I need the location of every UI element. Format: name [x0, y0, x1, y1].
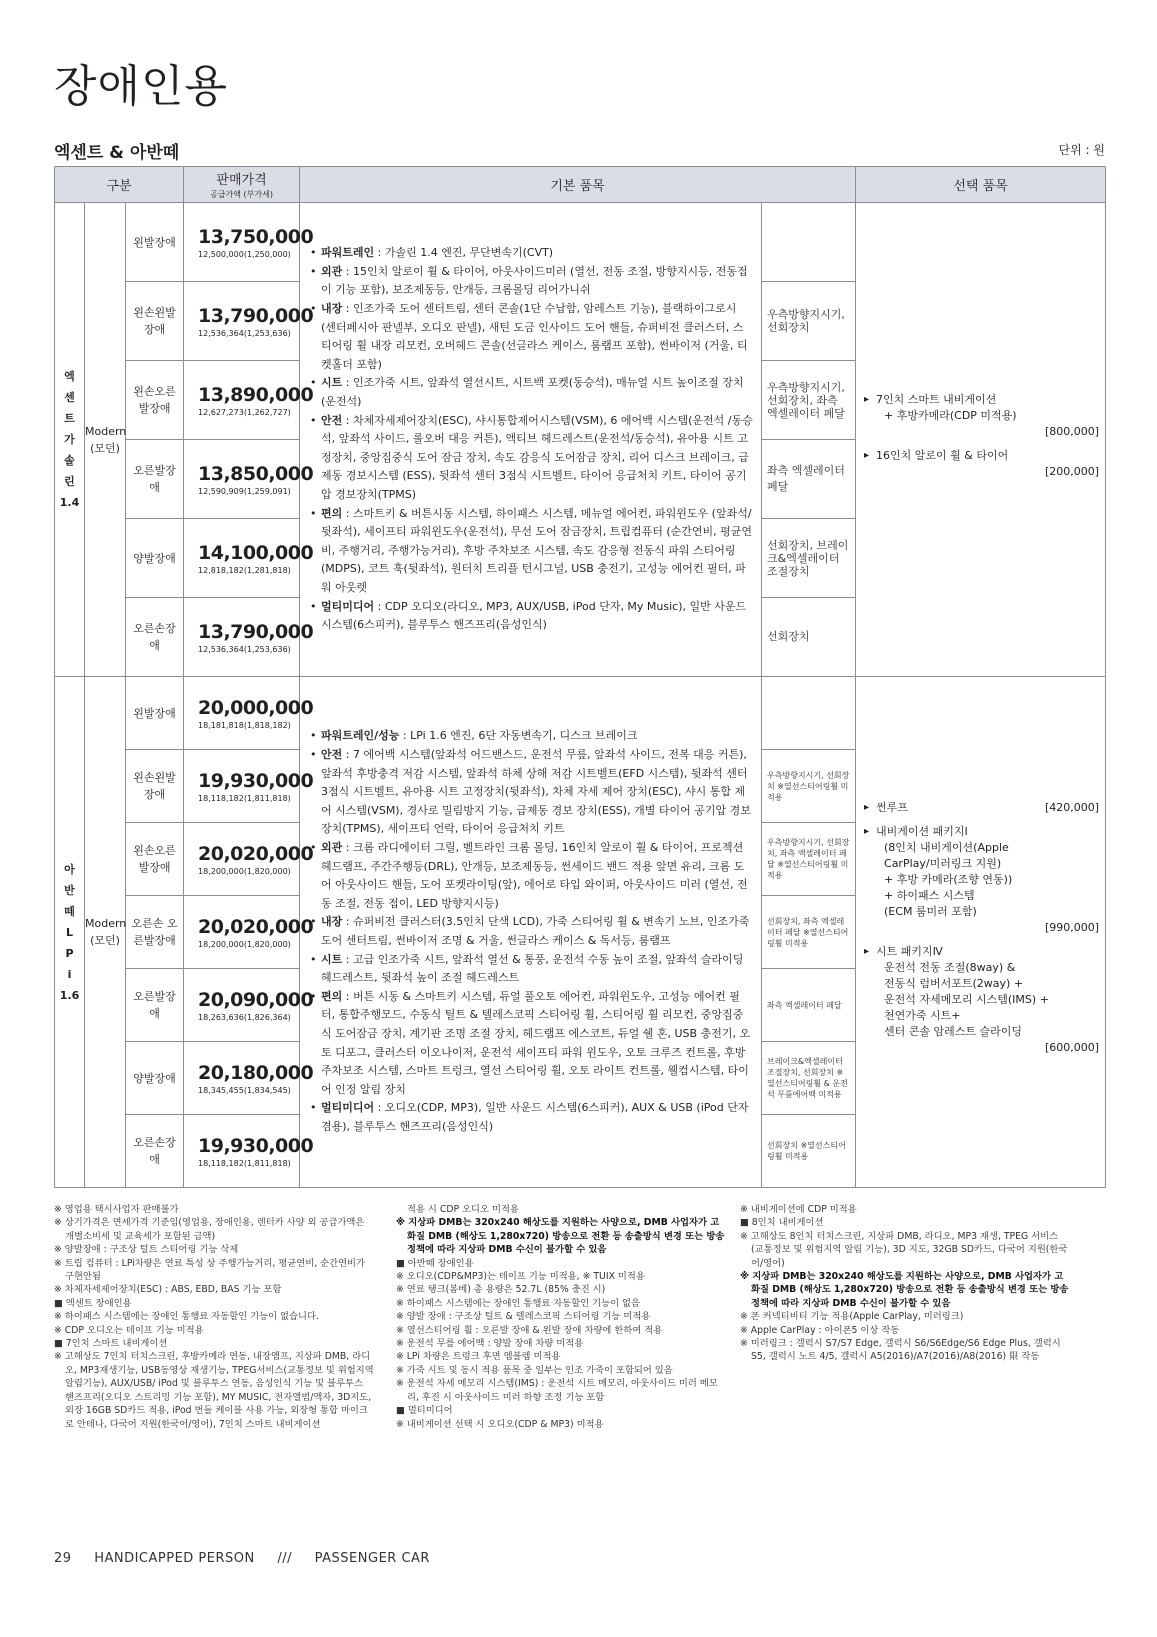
- note-item: ※ 고해상도 7인치 터치스크린, 후방카메라 연동, 내장앰프, 지상파 DMB, 라디오, MP3재생기능, USB동영상 재생기능, TPEG서비스(교통정보 및 위험지역알림기능), AUX/USB/ iPod 및 블루투스 연동, 음성인식 기능 및 블루투스 핸즈프리(오디오 스트리밍 기능 포함), MY MUSIC, 전자앨범/액자, 3D지도, 외장 16GB SD카드 적용, iPod 번들 케이블 사용 가능, 외장형 통합 마이크로 안테나, 다국어 지원(한국어/영어), 7인치 스마트 내비게이션: [54, 1351, 374, 1430]
- disability-type: 오른발장애: [126, 440, 184, 519]
- extra-equipment: [762, 677, 856, 750]
- basic-item-label: 멀티미디어: [321, 599, 375, 613]
- option-detail: CarPlay/미러링크 지원): [884, 857, 1002, 870]
- table-row: [55, 677, 1106, 750]
- basic-item-label: 안전: [321, 413, 343, 427]
- extra-equipment: 선회장치 ※열선스티어링휠 미적용: [762, 1115, 856, 1188]
- sale-price: 20,180,000: [198, 1061, 314, 1084]
- sale-price: 20,020,000: [198, 915, 314, 938]
- note-item: ※ 하이패스 시스템에는 장애인 통행료 자동할인 기능이 없습니다.: [54, 1311, 319, 1323]
- note-item: ※ 하이패스 시스템에는 장애인 통행료 자동할인 기능이 없음: [396, 1297, 641, 1309]
- basic-item-label: 외관: [321, 841, 343, 855]
- option-detail: 센터 콘솔 암레스트 슬라이딩: [884, 1025, 1023, 1038]
- basic-item: [310, 412, 753, 505]
- note-item: ※ 운전석 자세 메모리 시스템(IMS) : 운전석 시트 메모리, 아웃사이드 미러 메모리, 후진 시 아웃사이드 미러 하향 조정 기능 포함: [396, 1378, 718, 1403]
- price-cell: [184, 1042, 314, 1115]
- basic-item-text: : 고급 인조가죽 시트, 앞좌석 열선 & 통풍, 운전석 수동 높이 조절, 앞좌석 슬라이딩 헤드레스트, 뒷좌석 높이 조절 헤드레스트: [321, 952, 744, 985]
- note-item: ※ LPi 차량은 트렁크 후면 엠블렘 미적용: [396, 1351, 561, 1363]
- page-number: 29: [54, 1551, 72, 1566]
- basic-item-text: : CDP 오디오(라디오, MP3, AUX/USB, iPod 단자, My Music), 일반 사운드 시스템(6스피커), 블루투스 핸즈프리(음성인식): [321, 599, 747, 632]
- extra-equipment: 좌측 엑셀레이터 페달: [762, 969, 856, 1042]
- sale-price: 13,790,000: [198, 304, 314, 327]
- model-name-char: 엑: [64, 370, 75, 383]
- basic-item: [310, 951, 753, 988]
- option-detail: (8인치 내비게이션(Apple: [884, 841, 1009, 854]
- basic-item-text: : 크롬 라디에이터 그릴, 벨트라인 크롬 몰딩, 16인치 알로이 휠 & 타이어, 프로젝션 헤드램프, 주간주행등(DRL), 안개등, 보조제동등, 썬세이드 밴드 적용 앞면 유리, 크롬 도어 아웃사이드 핸들, 도어 포켓라이팅(앞), 에어로 타입 와이퍼, 아웃사이드 미러 (열선, 전동 조절, 전동 접이, LED 방향지시등): [321, 841, 748, 910]
- price-cell: [184, 440, 314, 519]
- option-detail: + 후방카메라(CDP 미적용): [884, 408, 1017, 422]
- avante-model-name: [55, 677, 85, 1188]
- disability-type: 오른발장애: [126, 969, 184, 1042]
- trim-name: Modern: [85, 424, 127, 438]
- supply-price: 18,118,182(1,811,818): [198, 793, 291, 803]
- basic-item-label: 편의: [321, 989, 343, 1003]
- disability-type: 왼손오른발장애: [126, 361, 184, 440]
- price-cell: [184, 823, 314, 896]
- option-item: [864, 824, 1099, 936]
- extra-equipment: 좌측 엑셀레이터 페달: [762, 440, 856, 519]
- option-detail: (ECM 룸미러 포함): [884, 905, 977, 918]
- basic-item-text: : 가솔린 1.4 엔진, 무단변속기(CVT): [374, 246, 554, 260]
- avante-trim: [85, 677, 126, 1188]
- basic-item: [310, 598, 753, 635]
- basic-item: [310, 244, 753, 263]
- option-price: [800,000]: [1044, 424, 1100, 438]
- footer-title: HANDICAPPED PERSON: [94, 1551, 255, 1566]
- basic-item: [310, 263, 753, 300]
- basic-item-text: : LPi 1.6 엔진, 6단 자동변속기, 디스크 브레이크: [399, 729, 638, 743]
- option-item: [864, 448, 1099, 480]
- price-cell: [184, 203, 314, 282]
- supply-price: 12,536,364(1,253,636): [198, 328, 291, 338]
- trim-name: Modern: [85, 917, 127, 930]
- footer-category: PASSENGER CAR: [314, 1551, 430, 1566]
- note-item: ■ 아반떼 장애인용: [396, 1257, 474, 1269]
- note-item: ※ 운전석 무릎 에어백 : 양발 장애 차량 미적용: [396, 1338, 584, 1350]
- avante-basic-items: [300, 677, 762, 1188]
- model-name-char: 1.4: [59, 496, 80, 509]
- note-item: ※ 차체자세제어장치(ESC) : ABS, EBD, BAS 기능 포함: [54, 1284, 282, 1296]
- basic-item-label: 내장: [321, 302, 343, 316]
- note-item: ■ 8인치 내비게이션: [740, 1217, 824, 1229]
- sale-price: 14,100,000: [198, 541, 314, 564]
- model-name-char: 솔: [64, 454, 75, 467]
- price-cell: [184, 598, 314, 677]
- option-row: [864, 800, 1099, 816]
- supply-price: 12,536,364(1,253,636): [198, 644, 291, 654]
- sale-price: 20,090,000: [198, 988, 314, 1011]
- price-table: [54, 166, 1106, 1188]
- price-cell: [184, 282, 314, 361]
- model-name-char: 떼: [64, 904, 75, 918]
- supply-price: 18,200,000(1,820,000): [198, 939, 291, 949]
- trim-name-ko: (모던): [90, 934, 120, 947]
- notes-column-2: [396, 1203, 726, 1431]
- extra-equipment: 선회장치: [762, 598, 856, 677]
- supply-price: 18,345,455(1,834,545): [198, 1085, 291, 1095]
- basic-item: [310, 839, 753, 913]
- price-cell: [184, 361, 314, 440]
- basic-item-text: : 인조가죽 시트, 앞좌석 열선시트, 시트백 포켓(동승석), 매뉴얼 시트 높이조절 장치(운전석): [321, 376, 744, 409]
- header-price-label: 판매가격: [216, 173, 267, 188]
- basic-item-label: 멀티미디어: [321, 1101, 375, 1115]
- header-price-sub: 공급가액 (부가세): [210, 190, 273, 199]
- option-name: ▸ 시트 패키지Ⅳ: [864, 944, 1099, 960]
- sale-price: 19,930,000: [198, 769, 314, 792]
- option-detail: 운전석 전동 조절(8way) &: [884, 961, 1016, 974]
- model-name-char: 트: [64, 412, 75, 425]
- disability-type: 양발장애: [126, 1042, 184, 1115]
- basic-item-text: : 슈퍼비전 클러스터(3.5인치 단색 LCD), 가죽 스티어링 휠 & 변속기 노브, 인조가죽 도어 센터트림, 썬바이저 조명 & 거울, 썬글라스 케이스 & 독서등, 룸램프: [321, 915, 750, 947]
- price-cell: [184, 969, 314, 1042]
- option-detail: 천연가죽 시트+: [884, 1009, 961, 1022]
- disability-type: 왼손왼발장애: [126, 750, 184, 823]
- price-cell: [184, 750, 314, 823]
- disability-type: 오른손장애: [126, 598, 184, 677]
- sale-price: 20,020,000: [198, 842, 314, 865]
- price-cell: [184, 896, 314, 969]
- option-detail: 전동식 럼버서포트(2way) +: [884, 977, 1024, 990]
- note-item: ※ CDP 오디오는 테이프 기능 미적용: [54, 1324, 204, 1336]
- disability-type: 왼발장애: [126, 677, 184, 750]
- sale-price: 19,930,000: [198, 1134, 314, 1157]
- model-name-char: 센: [64, 391, 75, 404]
- basic-item: [310, 1099, 753, 1136]
- option-price: [200,000]: [1044, 464, 1100, 478]
- notes-column-3: [740, 1203, 1070, 1364]
- basic-item-text: : 버튼 시동 & 스마트키 시스템, 듀얼 풀오토 에어컨, 파워윈도우, 고성능 에어컨 필터, 통합주행모드, 수동식 틸트 & 텔레스코픽 스티어링 휠, 스티어링 휠 리모컨, 중앙집중식 도어잠금 장치, 계기판 조명 조절 장치, 헤드램프 에스코트, 듀얼 쉘 혼, USB 충전기, 오토 디포그, 클러스터 이오나이저, 운전석 세이프티 파워 윈도우, 오토 크루즈 컨트롤, 후방 주차보조 시스템, 스마트 트렁크, 열선 스티어링 휠, 오토 라이트 컨트롤, 웰컴시스템, 타이어 인정 알림 장치: [321, 989, 751, 1096]
- note-item: ■ 멀티미디어: [396, 1405, 453, 1417]
- accent-basic-items: [300, 203, 762, 677]
- note-item: ※ 가죽 시트 및 동시 적용 품목 중 일부는 인조 가죽이 포함되어 있음: [396, 1364, 673, 1376]
- note-item: ※ 오디오(CDP&MP3)는 테이프 기능 미적용, ※ TUIX 미적용: [396, 1271, 645, 1283]
- basic-item-text: : 오디오(CDP, MP3), 일반 사운드 시스템(6스피커), AUX & USB (iPod 단자 겸용), 블루투스 핸즈프리(음성인식): [321, 1101, 749, 1133]
- supply-price: 18,118,182(1,811,818): [198, 1158, 291, 1168]
- model-name-char: 1.6: [59, 988, 80, 1002]
- option-detail: + 후방 카메라(조향 연동)): [884, 873, 1013, 886]
- option-price: [990,000]: [1044, 921, 1100, 934]
- accent-options: [856, 203, 1106, 677]
- option-name: ▸ 7인치 스마트 내비게이션: [864, 392, 1099, 408]
- model-name-char: 린: [64, 475, 75, 488]
- sale-price: 13,850,000: [198, 462, 314, 485]
- accent-trim: [85, 203, 126, 677]
- note-item: ※ 연료 탱크(봄베) 총 용량은 52.7L (85% 충진 시): [396, 1284, 606, 1296]
- header-option: 선택 품목: [856, 167, 1106, 203]
- extra-equipment: 우측방향지시기, 선회장치: [762, 282, 856, 361]
- model-name-char: P: [65, 946, 74, 960]
- basic-item-label: 내장: [321, 915, 343, 929]
- sale-price: 13,790,000: [198, 620, 314, 643]
- extra-equipment: 브레이크&엑셀레이터 조절장치, 선회장치 ※열선스티어링휠 & 운전석 무릎에어백 미적용: [762, 1042, 856, 1115]
- basic-item-text: : 15인치 알로이 휠 & 타이어, 아웃사이드미러 (열선, 전동 조절, 방향지시등, 전동접이 기능 포함), 보조제동등, 안개등, 크롬몰딩 리어가니쉬: [321, 264, 748, 297]
- supply-price: 18,200,000(1,820,000): [198, 866, 291, 876]
- basic-item: [310, 746, 753, 839]
- extra-equipment: 선회장치, 브레이크&엑셀레이터 조절장치: [762, 519, 856, 598]
- basic-item: [310, 727, 753, 746]
- model-name-char: 반: [64, 883, 75, 897]
- note-item: ※ 열선스티어링 휠 : 오른발 장애 & 왼발 장애 차량에 한하여 적용: [396, 1324, 663, 1336]
- basic-item: [310, 300, 753, 374]
- disability-type: 오른손장애: [126, 1115, 184, 1188]
- basic-item: [310, 374, 753, 411]
- supply-price: 18,181,818(1,818,182): [198, 720, 291, 730]
- basic-item-label: 외관: [321, 264, 343, 278]
- option-price: [420,000]: [1044, 801, 1100, 814]
- model-name-char: 아: [64, 862, 75, 876]
- header-basic: 기본 품목: [300, 167, 856, 203]
- option-price: [600,000]: [1044, 1041, 1100, 1054]
- option-name: ▸ 16인치 알로이 휠 & 타이어: [864, 448, 1099, 464]
- footer-separator: ///: [277, 1551, 293, 1566]
- sale-price: 13,750,000: [198, 225, 314, 248]
- basic-item-label: 안전: [321, 748, 343, 762]
- note-item: ※ 미러링크 : 갤럭시 S7/S7 Edge, 갤럭시 S6/S6Edge/S6 Edge Plus, 갤럭시 S5, 갤럭시 노트 4/5, 갤럭시 A5(2016)/A7(2016)/A8(2016) 限 작동: [740, 1338, 1061, 1363]
- extra-equipment: 우측방향지시기, 선회장치 ※열선스티어링휠 미적용: [762, 750, 856, 823]
- unit-label: 단위 : 원: [1058, 143, 1105, 157]
- basic-item-label: 시트: [321, 952, 343, 966]
- option-detail: 운전석 자세메모리 시스템(IMS) +: [884, 993, 1049, 1006]
- model-name-char: L: [65, 925, 73, 939]
- note-item: ※ 상기가격은 면세가격 기준임(영업용, 장애인용, 렌터카 사양 외 공급가액은 개별소비세 및 교육세가 포함된 금액): [54, 1217, 365, 1242]
- note-item: ※ 고해상도 8인치 터치스크린, 지상파 DMB, 라디오, MP3 재생, TPEG 서비스(교통정보 및 위험지역 알림 기능), 3D 지도, 32GB SD카드, 다국어 지원(한국어/영어): [740, 1230, 1068, 1269]
- accent-model-name: [55, 203, 85, 677]
- note-item: ※ 폰 커넥티비티 기능 적용(Apple CarPlay, 미러링크): [740, 1311, 964, 1323]
- extra-equipment: 선회장치, 좌측 엑셀레이터 페달 ※열선스티어링휠 미적용: [762, 896, 856, 969]
- trim-name-ko: (모던): [90, 441, 120, 455]
- price-cell: [184, 519, 314, 598]
- extra-equipment: [762, 203, 856, 282]
- note-item: 적용 시 CDP 오디오 미적용: [407, 1204, 519, 1215]
- disability-type: 왼발장애: [126, 203, 184, 282]
- avante-options: [856, 677, 1106, 1188]
- basic-item-label: 파워트레인/성능: [321, 729, 400, 743]
- note-item: ※ 지상파 DMB는 320x240 해상도를 지원하는 사양으로, DMB 사업자가 고화질 DMB (해상도 1,280x720) 방송으로 전환 등 송출방식 변경 또는 방송정책에 따라 지상파 DMB 수신이 불가할 수 있음: [396, 1217, 725, 1256]
- footer: [54, 1551, 448, 1566]
- note-item: ※ 지상파 DMB는 320x240 해상도를 지원하는 사양으로, DMB 사업자가 고화질 DMB (해상도 1,280x720) 방송으로 전환 등 송출방식 변경 또는 방송정책에 따라 지상파 DMB 수신이 불가할 수 있음: [740, 1271, 1069, 1309]
- note-item: ■ 엑센트 장애인용: [54, 1297, 132, 1309]
- basic-item: [310, 913, 753, 950]
- section-title: 엑센트 & 아반떼: [54, 143, 180, 163]
- basic-item-label: 시트: [321, 376, 343, 390]
- supply-price: 18,263,636(1,826,364): [198, 1012, 291, 1022]
- disability-type: 양발장애: [126, 519, 184, 598]
- basic-item-text: : 차체자세제어장치(ESC), 샤시통합제어시스템(VSM), 6 에어백 시스템(운전석 /동승석, 앞좌석 사이드, 롤오버 대응 커튼), 액티브 헤드레스트(운전석/동승석), 유아용 시트 고정장치, 중앙집중식 도어 잠금 장치, 속도 감응식 도어잠금 장치, 리어 디스크 브레이크, 급제동 경보시스템 (ESS), 뒷좌석 센터 3점식 시트벨트, 타이어 응급처치 키트, 타이어 공기압 경보장치(TPMS): [321, 413, 753, 501]
- disability-type: 왼손왼발장애: [126, 282, 184, 361]
- basic-item: [310, 505, 753, 598]
- note-item: ※ 트립 컴퓨터 : LPi차량은 연료 특성 상 주행가능거리, 평균연비, 순간연비가 구현안됨: [54, 1257, 366, 1283]
- avante-section: [55, 677, 1106, 1188]
- supply-price: 12,590,909(1,259,091): [198, 486, 291, 496]
- note-item: ※ 양발 장애 : 구조상 털트 & 텔레스코픽 스티어링 기능 미적용: [396, 1311, 651, 1323]
- page-title: 장애인용: [54, 61, 229, 112]
- note-item: ※ 영업용 택시사업자 판매불가: [54, 1204, 179, 1215]
- sale-price: 13,890,000: [198, 383, 314, 406]
- option-name: ▸ 내비게이션 패키지Ⅰ: [864, 824, 1099, 840]
- supply-price: 12,818,182(1,281,818): [198, 565, 291, 575]
- header-category: 구분: [55, 167, 184, 203]
- option-detail: + 하이패스 시스템: [884, 889, 975, 902]
- supply-price: 12,500,000(1,250,000): [198, 249, 291, 259]
- note-item: ※ 양발장애 : 구조상 털트 스티어링 기능 삭제: [54, 1244, 239, 1256]
- option-item: [864, 944, 1099, 1056]
- basic-item-text: : 인조가죽 도어 센터트림, 센터 콘솔(1단 수납함, 암레스트 기능), 블랙하이그로시 (센터페시아 판넬부, 오디오 판넬), 새틴 도금 인사이드 도어 핸들, 슈퍼비전 클러스터, 스티어링 휠 내장 리모컨, 오버헤드 콘솔(선글라스 케이스, 룸램프 포함), 썬바이저 (거울, 티켓홀더 포함): [321, 302, 748, 371]
- option-item: [864, 392, 1099, 440]
- extra-equipment: 우측방향지시기, 선회장치, 좌측 엑셀레이터 페달 ※열선스티어링휠 미적용: [762, 823, 856, 896]
- model-name-char: 가: [64, 433, 75, 446]
- accent-section: [55, 203, 1106, 677]
- basic-item: [310, 988, 753, 1100]
- sale-price: 20,000,000: [198, 696, 314, 719]
- option-name: ▸ 썬루프: [864, 800, 908, 816]
- notes-column-1: [54, 1203, 374, 1431]
- extra-equipment: 우측방향지시기, 선회장치, 좌측 엑셀레이터 페달: [762, 361, 856, 440]
- header-price: [184, 167, 300, 203]
- price-cell: [184, 1115, 314, 1188]
- basic-item-label: 파워트레인: [321, 246, 375, 260]
- basic-item-text: : 7 에어백 시스템(앞좌석 어드밴스드, 운전석 무릎, 앞좌석 사이드, 전복 대응 커튼), 앞좌석 후방충격 저감 시스템, 앞좌석 하체 상해 저감 시트벨트(EFD 시스템), 뒷좌석 센터 3점식 시트벨트, 유아용 시트 고정장치(뒷좌석), 차체 자세 제어 장치(ESC), 샤시 통합 제어 시스템(VSM), 경사로 밀림방지 기능, 급제동 경보 장치(ESS), 개별 타이어 공기압 경보 장치(TPMS), 세이프티 언락, 타이어 응급처치 키트: [321, 748, 751, 836]
- disability-type: 왼손오른발장애: [126, 823, 184, 896]
- option-item: [864, 800, 1099, 816]
- note-item: ※ 내비게이션 선택 시 오디오(CDP & MP3) 미적용: [396, 1418, 604, 1430]
- table-header-row: [55, 167, 1106, 203]
- price-cell: [184, 677, 314, 750]
- supply-price: 12,627,273(1,262,727): [198, 407, 291, 417]
- basic-item-text: : 스마트키 & 버튼시동 시스템, 하이패스 시스템, 메뉴얼 에어컨, 파워윈도우 (앞좌석/뒷좌석), 세이프티 파워윈도우(운전석), 무선 도어 잠금장치, 트립컴퓨터 (순간연비, 평균연비, 주행거리, 주행가능거리), 후방 주차보조 시스템, 속도 감응형 전동식 파워 스티어링(MDPS), 코트 훅(뒷좌석), 원터치 트리플 턴시그널, USB 충전기, 고성능 에어컨 필터, 파워 아웃렛: [321, 506, 753, 594]
- disability-type: 오른손 오른발장애: [126, 896, 184, 969]
- basic-item-label: 편의: [321, 506, 343, 520]
- note-item: ※ 내비게이션에 CDP 미적용: [740, 1204, 857, 1215]
- table-row: [55, 203, 1106, 282]
- note-item: ■ 7인치 스마트 내비게이션: [54, 1338, 168, 1350]
- note-item: ※ Apple CarPlay : 아이폰5 이상 작동: [740, 1324, 900, 1336]
- model-name-char: i: [67, 967, 72, 981]
